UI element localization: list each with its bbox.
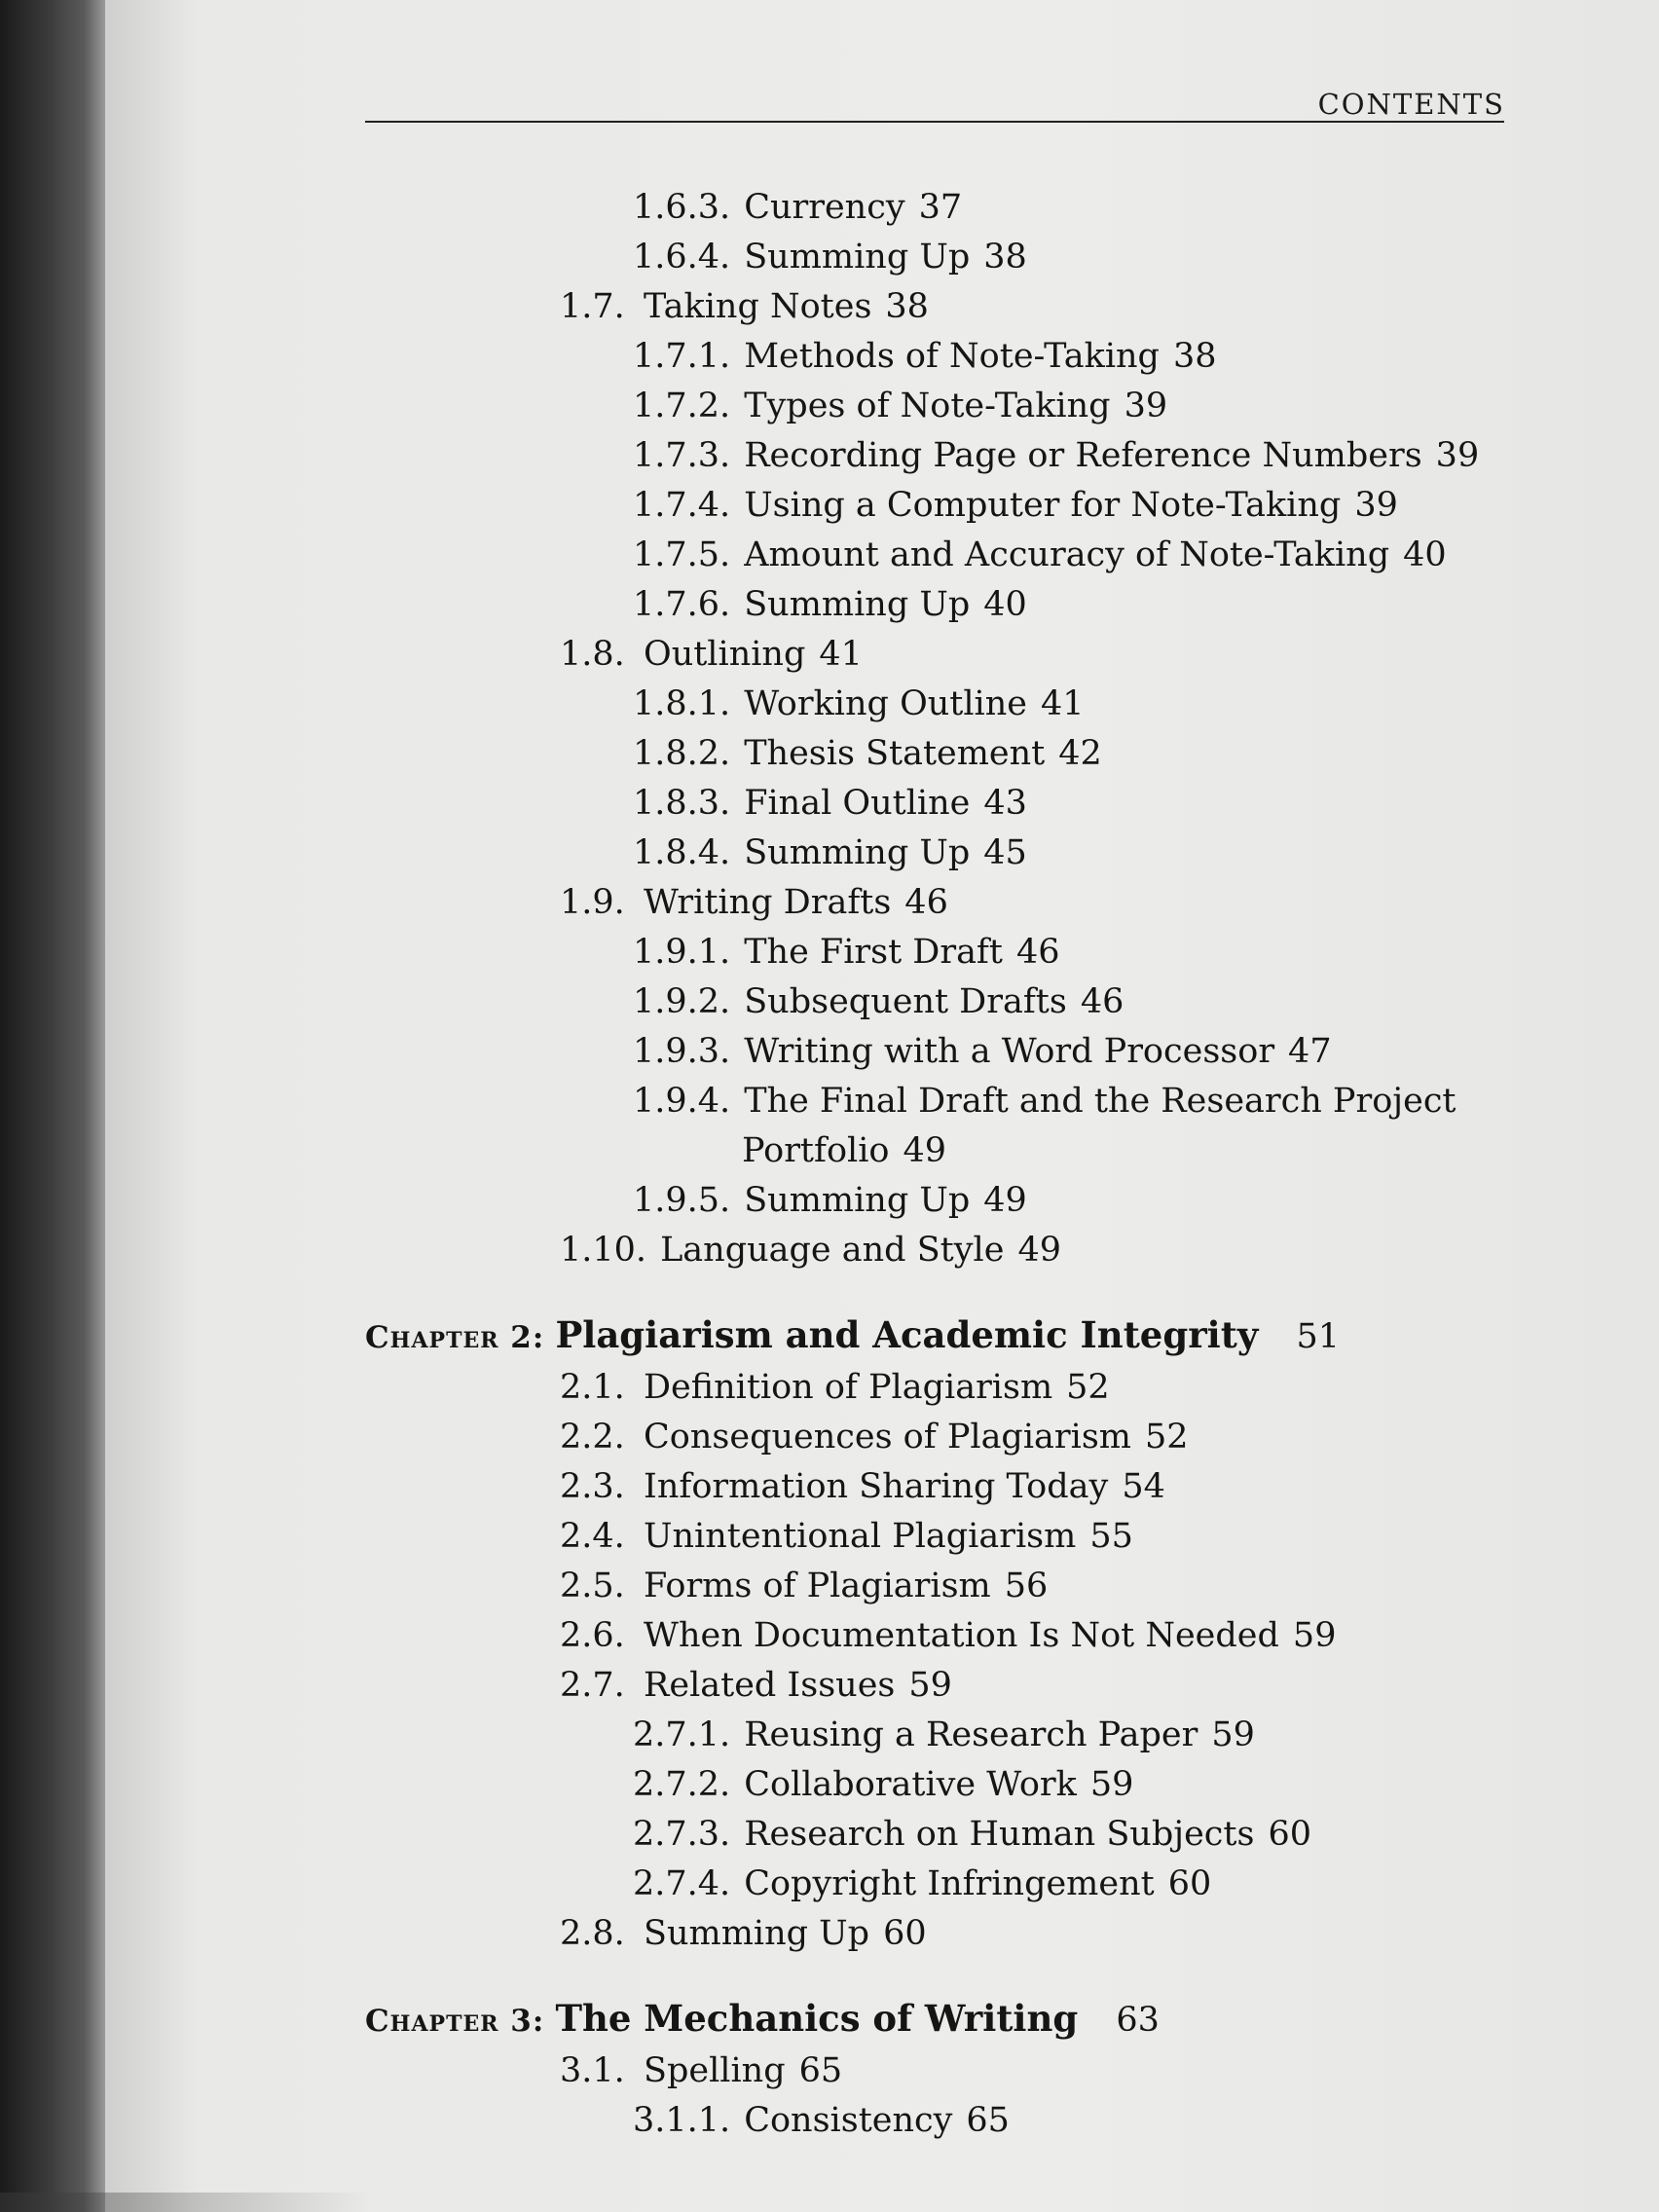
toc-entry-title: Unintentional Plagiarism — [644, 1517, 1077, 1556]
toc-entry-page: 59 — [908, 1666, 952, 1705]
toc-entry-title: Recording Page or Reference Numbers — [744, 436, 1422, 475]
toc-entry-number: 3.1.1. — [633, 2101, 731, 2140]
header-rule — [365, 121, 1504, 123]
toc-entry-page: 60 — [1268, 1815, 1311, 1854]
toc-entry-page: 52 — [1144, 1418, 1189, 1456]
chapter-heading-2 — [0, 1307, 1659, 1363]
toc-entry-number: 1.7.5. — [633, 535, 731, 574]
toc-entry-number: 2.7.1. — [633, 1715, 731, 1754]
toc-entry-title: Definition of Plagiarism — [644, 1368, 1053, 1407]
toc-entry-title: Consistency — [744, 2101, 953, 2140]
chapter-page: 51 — [1296, 1317, 1341, 1356]
toc-entry-page: 49 — [1017, 1231, 1061, 1270]
toc-entry — [0, 1760, 1659, 1810]
toc-entry-page: 46 — [904, 883, 948, 922]
toc-entry-title: Summing Up — [744, 585, 971, 624]
chapter-title: The Mechanics of Writing — [555, 1997, 1079, 2040]
toc-entry — [0, 1860, 1659, 1909]
toc-entry-number: 2.4. — [560, 1517, 625, 1556]
chapter-title: Plagiarism and Academic Integrity — [555, 1313, 1259, 1356]
toc-entry — [0, 1413, 1659, 1462]
toc-entry-title: Spelling — [644, 2051, 786, 2090]
toc-entry-page: 60 — [1167, 1864, 1212, 1903]
toc-entry — [0, 431, 1659, 481]
toc-entry-number: 1.9.2. — [633, 982, 731, 1021]
toc-entry-number: 1.9.3. — [633, 1032, 731, 1071]
toc-section-chapter2 — [0, 1363, 1659, 1959]
toc-entry-page: 59 — [1292, 1616, 1337, 1655]
toc-entry-number: 1.7.2. — [633, 387, 731, 425]
toc-entry-title: Summing Up — [744, 238, 971, 276]
toc-entry-title: Reusing a Research Paper — [744, 1715, 1198, 1754]
toc-entry-number: 2.7.2. — [633, 1765, 731, 1804]
toc-entry-title: Thesis Statement — [744, 734, 1046, 773]
toc-entry-number: 2.2. — [560, 1418, 625, 1456]
toc-entry — [0, 1027, 1659, 1077]
toc-entry — [0, 729, 1659, 779]
toc-entry — [0, 928, 1659, 977]
toc-entry-page: 39 — [1124, 387, 1168, 425]
toc-entry — [0, 1661, 1659, 1711]
toc-entry-page: 49 — [903, 1131, 947, 1170]
toc-entry — [0, 382, 1659, 431]
toc-entry-page: 56 — [1004, 1567, 1049, 1605]
toc-entry-page: 37 — [918, 188, 963, 227]
toc-entry — [0, 2046, 1659, 2096]
toc-entry-number: 1.8.3. — [633, 784, 731, 823]
toc-entry-page: 38 — [983, 238, 1027, 276]
toc-entry-title: Outlining — [644, 635, 806, 674]
toc-entry — [0, 829, 1659, 878]
toc-entry-number: 2.1. — [560, 1368, 625, 1407]
toc-entry-page: 54 — [1122, 1467, 1165, 1506]
toc-entry — [0, 2096, 1659, 2146]
toc-entry-number: 1.9. — [560, 883, 625, 922]
toc-entry-title: Taking Notes — [644, 287, 872, 326]
toc-entry — [0, 1562, 1659, 1611]
toc-entry — [0, 1226, 1659, 1275]
toc-entry-title: Working Outline — [744, 684, 1028, 723]
toc-entry — [0, 282, 1659, 332]
toc-entry — [0, 481, 1659, 531]
toc-section-chapter1-end — [0, 1176, 1659, 1275]
toc-entry-title-continued: Portfolio — [742, 1131, 890, 1170]
toc-entry-page: 41 — [1041, 684, 1085, 723]
chapter-label: Chapter 2: — [365, 1320, 545, 1355]
toc-entry-title: The First Draft — [744, 933, 1003, 972]
toc-entry-number: 1.6.3. — [633, 188, 731, 227]
toc-entry — [0, 630, 1659, 680]
toc-entry — [0, 1711, 1659, 1760]
toc-entry-title: Information Sharing Today — [644, 1467, 1109, 1506]
toc-entry — [0, 580, 1659, 630]
toc-entry-page: 45 — [983, 833, 1027, 872]
toc-entry-number: 3.1. — [560, 2051, 625, 2090]
watermark-strip — [0, 2193, 370, 2212]
toc-entry-title: When Documentation Is Not Needed — [644, 1616, 1279, 1655]
toc-entry-title: Consequences of Plagiarism — [644, 1418, 1131, 1456]
toc-entry — [0, 1810, 1659, 1860]
toc-entry-page: 49 — [983, 1181, 1027, 1220]
toc-entry-number: 1.7. — [560, 287, 625, 326]
table-of-contents — [0, 183, 1659, 2146]
toc-entry-number: 1.8.1. — [633, 684, 731, 723]
toc-entry-title: Forms of Plagiarism — [644, 1567, 991, 1605]
toc-entry-number: 1.7.3. — [633, 436, 731, 475]
toc-entry-number: 2.7. — [560, 1666, 625, 1705]
toc-entry-page: 65 — [798, 2051, 843, 2090]
toc-entry-number: 1.7.1. — [633, 337, 731, 376]
toc-entry-number: 1.9.4. — [633, 1082, 731, 1121]
toc-entry-number: 1.8.2. — [633, 734, 731, 773]
toc-entry-number: 1.7.4. — [633, 486, 731, 525]
toc-entry-page: 38 — [1172, 337, 1217, 376]
toc-entry — [0, 1462, 1659, 1512]
toc-entry-title: Language and Style — [660, 1231, 1005, 1270]
toc-entry-number: 2.7.4. — [633, 1864, 731, 1903]
toc-entry-page: 59 — [1089, 1765, 1134, 1804]
toc-entry — [0, 977, 1659, 1027]
toc-entry-title: Research on Human Subjects — [744, 1815, 1255, 1854]
toc-entry-number: 1.9.5. — [633, 1181, 731, 1220]
chapter-page: 63 — [1116, 2001, 1160, 2040]
toc-entry-page: 41 — [819, 635, 863, 674]
toc-entry-title: Types of Note-Taking — [744, 387, 1111, 425]
toc-entry-title: Summing Up — [644, 1914, 870, 1953]
chapter-label: Chapter 3: — [365, 2004, 545, 2039]
toc-entry-page: 46 — [1080, 982, 1124, 1021]
toc-entry-title: Collaborative Work — [744, 1765, 1077, 1804]
toc-entry-page: 42 — [1058, 734, 1102, 773]
toc-entry-title: Writing Drafts — [644, 883, 892, 922]
running-head: CONTENTS — [1317, 88, 1505, 121]
toc-entry — [0, 680, 1659, 729]
toc-entry-page: 40 — [1403, 535, 1447, 574]
toc-entry — [0, 531, 1659, 580]
toc-entry-number: 1.10. — [560, 1231, 647, 1270]
toc-entry-title: The Final Draft and the Research Project — [744, 1082, 1456, 1121]
toc-entry — [0, 332, 1659, 382]
toc-entry-number: 2.3. — [560, 1467, 625, 1506]
chapter-heading-3 — [0, 1990, 1659, 2046]
toc-entry-number: 1.8. — [560, 635, 625, 674]
toc-entry — [0, 779, 1659, 829]
toc-entry — [0, 1363, 1659, 1413]
toc-entry-page: 39 — [1435, 436, 1480, 475]
toc-entry — [0, 1077, 1659, 1126]
toc-entry — [0, 233, 1659, 282]
toc-entry — [0, 878, 1659, 928]
toc-entry-number: 2.5. — [560, 1567, 625, 1605]
toc-entry-page: 47 — [1288, 1032, 1332, 1071]
toc-entry — [0, 1909, 1659, 1959]
toc-entry-number: 2.8. — [560, 1914, 625, 1953]
toc-entry — [0, 1176, 1659, 1226]
toc-entry-title: Writing with a Word Processor — [744, 1032, 1275, 1071]
toc-entry-title: Amount and Accuracy of Note-Taking — [744, 535, 1390, 574]
toc-entry-page: 55 — [1089, 1517, 1133, 1556]
toc-entry-page: 52 — [1066, 1368, 1110, 1407]
toc-entry-title: Using a Computer for Note-Taking — [744, 486, 1342, 525]
toc-entry-title: Copyright Infringement — [744, 1864, 1155, 1903]
toc-entry-page: 65 — [966, 2101, 1010, 2140]
toc-section-chapter1-continued — [0, 183, 1659, 1077]
toc-entry-title: Final Outline — [744, 784, 971, 823]
toc-section-chapter3 — [0, 2046, 1659, 2146]
toc-entry-title: Currency — [744, 188, 905, 227]
toc-entry — [0, 1611, 1659, 1661]
toc-entry-page: 39 — [1354, 486, 1398, 525]
toc-entry — [0, 1512, 1659, 1562]
toc-entry-number: 1.8.4. — [633, 833, 731, 872]
toc-entry-number: 2.7.3. — [633, 1815, 731, 1854]
toc-entry — [0, 183, 1659, 233]
toc-entry-page: 46 — [1015, 933, 1060, 972]
toc-entry-page: 40 — [983, 585, 1027, 624]
toc-entry-continuation — [0, 1126, 1659, 1176]
toc-entry-title: Related Issues — [644, 1666, 896, 1705]
toc-entry-page: 60 — [883, 1914, 927, 1953]
toc-entry-title: Methods of Note-Taking — [744, 337, 1160, 376]
toc-entry-number: 2.6. — [560, 1616, 625, 1655]
toc-entry-page: 38 — [885, 287, 929, 326]
toc-entry-title: Summing Up — [744, 833, 971, 872]
toc-entry-page: 59 — [1211, 1715, 1255, 1754]
toc-entry-number: 1.7.6. — [633, 585, 731, 624]
toc-entry-title: Summing Up — [744, 1181, 971, 1220]
toc-entry-title: Subsequent Drafts — [744, 982, 1067, 1021]
toc-entry-number: 1.6.4. — [633, 238, 731, 276]
toc-entry-number: 1.9.1. — [633, 933, 731, 972]
toc-entry-page: 43 — [983, 784, 1027, 823]
